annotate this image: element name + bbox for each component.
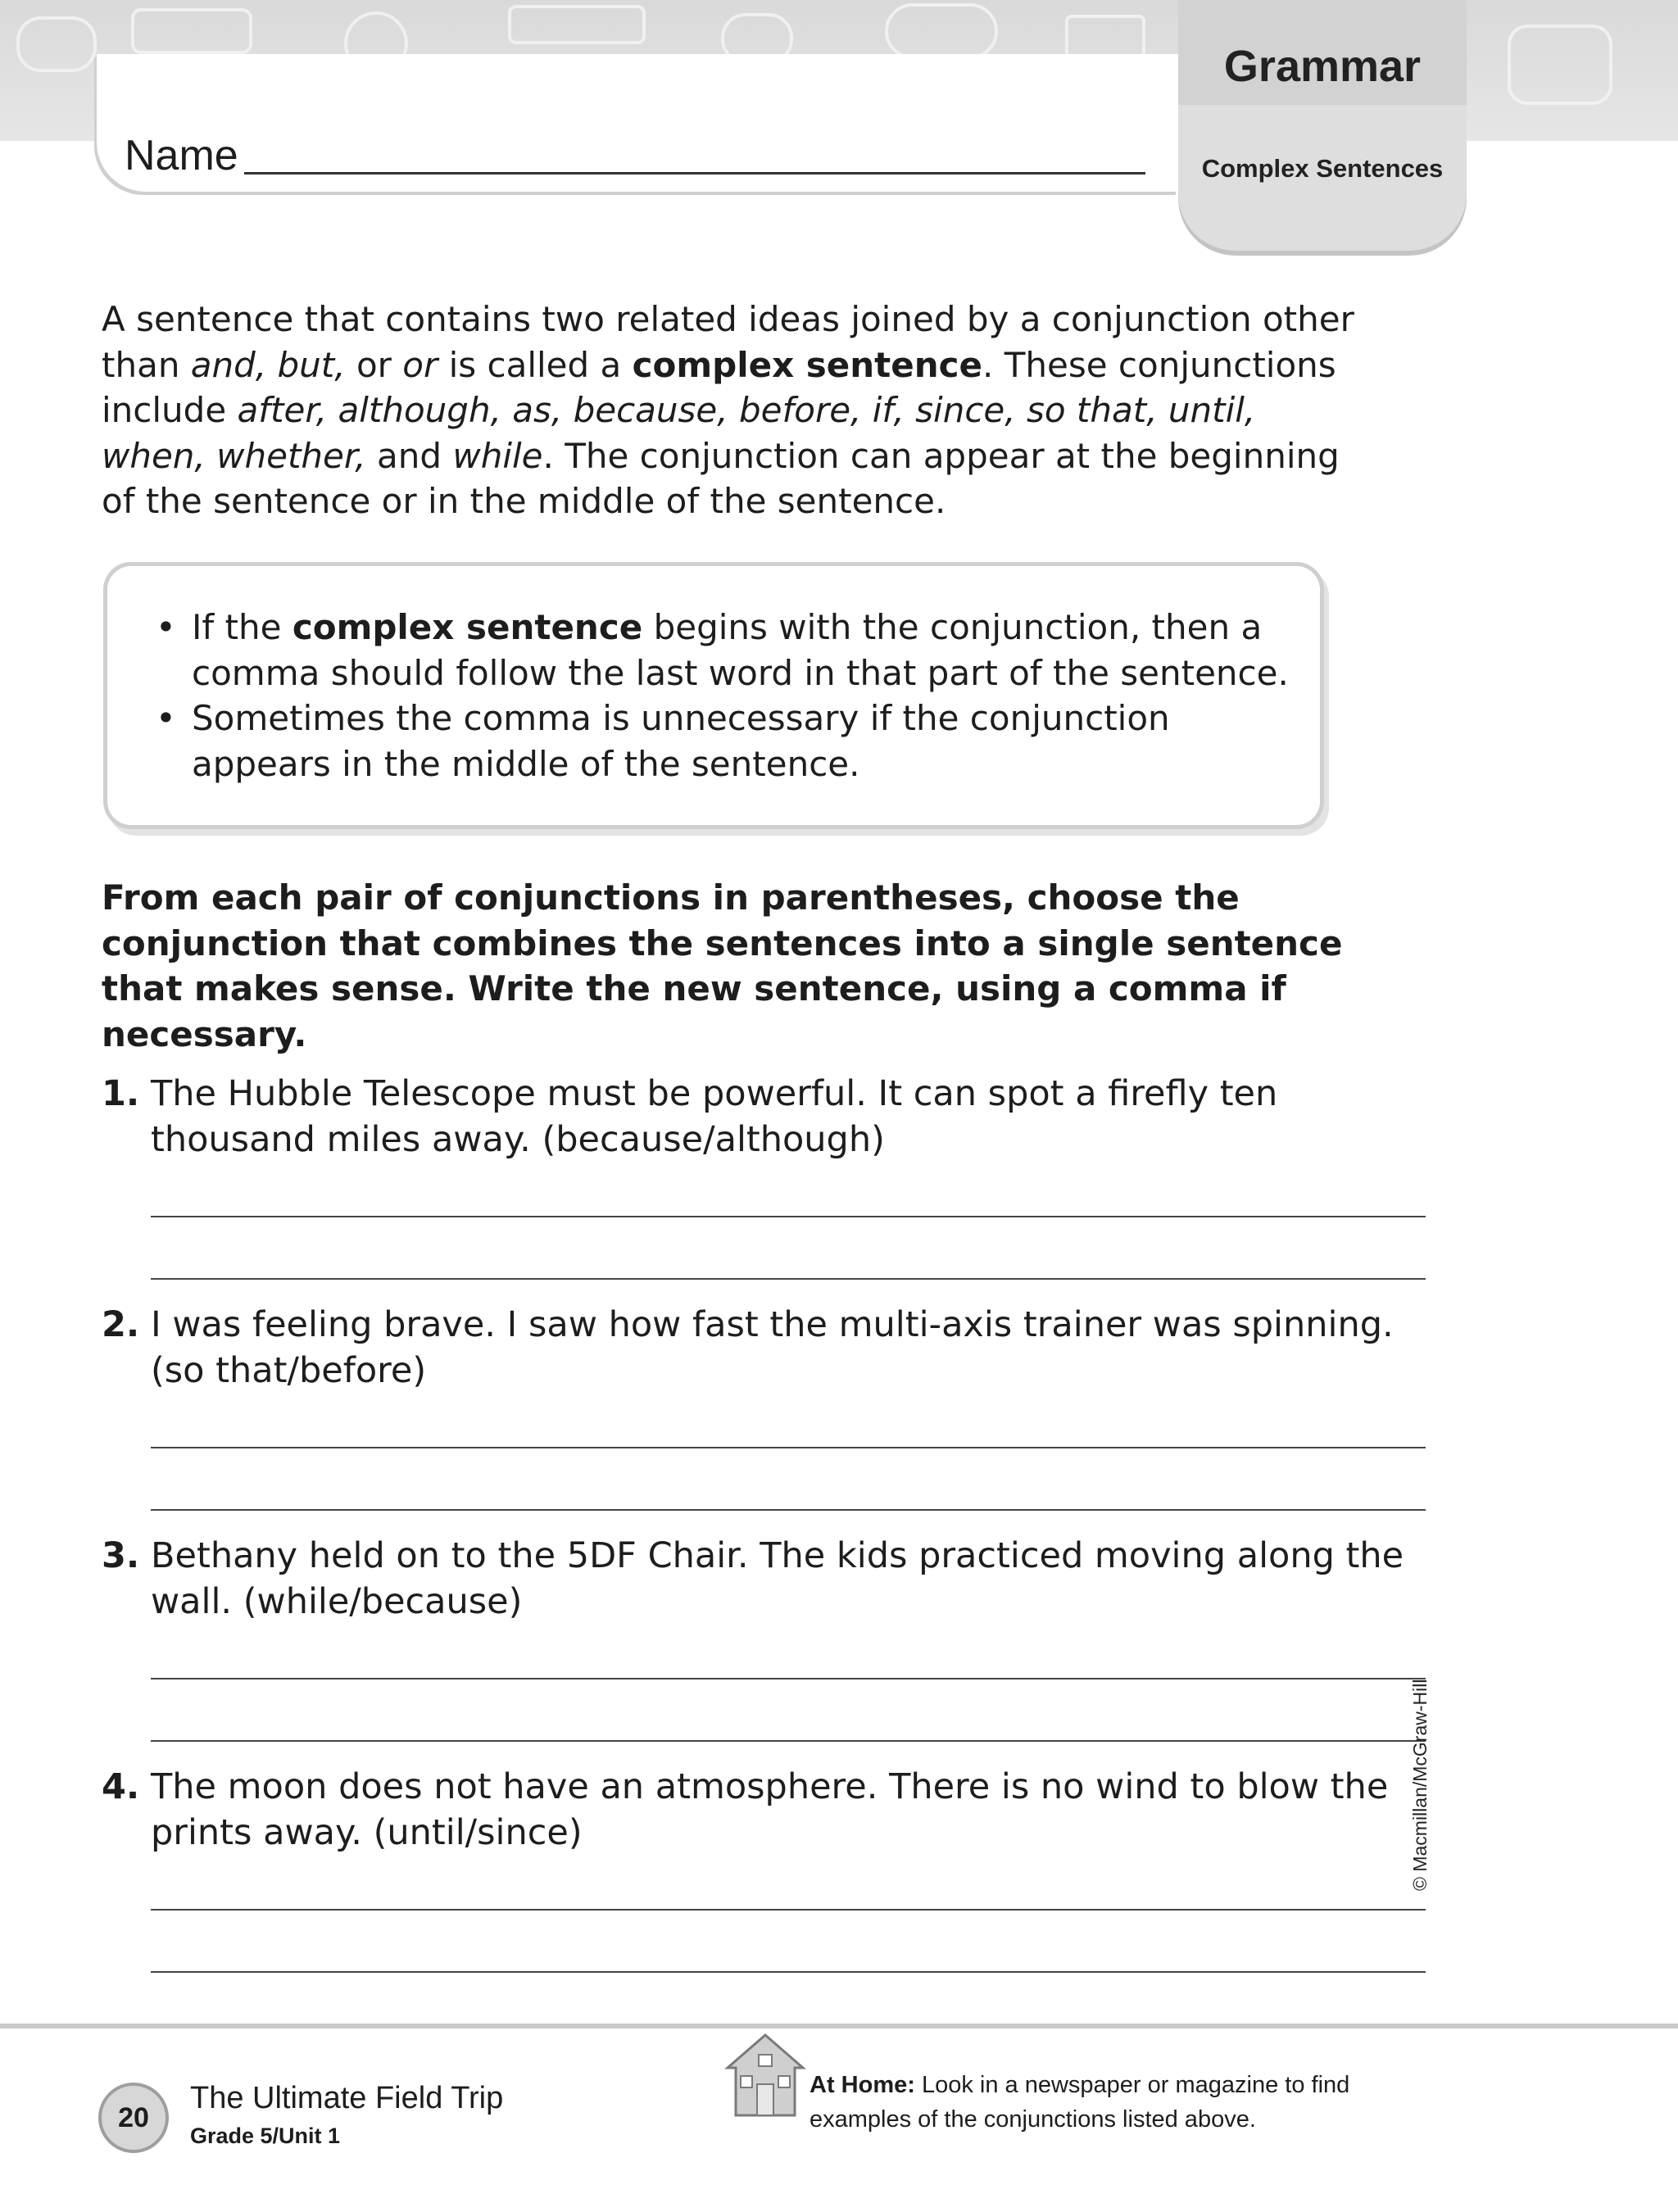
intro-text: is called a: [438, 344, 633, 385]
question-text: Bethany held on to the 5DF Chair. The kids practiced moving along the wall. (while/because): [151, 1535, 1404, 1622]
answer-line[interactable]: [151, 1678, 1426, 1679]
name-panel: [97, 54, 1178, 192]
intro-text: or: [345, 344, 403, 385]
question-text: The Hubble Telescope must be powerful. It can spot a firefly ten thousand miles away. (because/although): [151, 1073, 1278, 1160]
rule-text: Sometimes the comma is unnecessary if the conjunction appears in the middle of the sentence.: [192, 698, 1170, 784]
rule-item: [156, 605, 1295, 696]
rule-text: If the: [192, 607, 293, 647]
question-number: 2.: [102, 1304, 140, 1345]
question-text: The moon does not have an atmosphere. There is no wind to blow the prints away. (until/since): [151, 1766, 1389, 1853]
name-label: Name: [125, 132, 238, 179]
intro-text: and: [365, 435, 453, 476]
section-tab: [1178, 0, 1467, 251]
at-home-label: At Home:: [810, 2072, 915, 2098]
question-text: I was feeling brave. I saw how fast the multi-axis trainer was spinning. (so that/before): [151, 1304, 1394, 1391]
question-number: 3.: [102, 1535, 140, 1576]
rules-list: [156, 605, 1295, 786]
answer-line[interactable]: [151, 1278, 1426, 1280]
at-home-text: Look in a newspaper or magazine to find examples of the conjunctions listed above.: [810, 2072, 1350, 2133]
rule-term: complex sentence: [292, 607, 643, 647]
intro-last-conjunction: while: [452, 435, 543, 476]
intro-term: complex sentence: [632, 344, 983, 385]
house-icon: [724, 2030, 806, 2120]
directions: From each pair of conjunctions in parentheses, choose the conjunction that combines the sentences into a single sentence that makes sense. Write the new sentence, using a comma if necessary.: [102, 877, 1343, 1054]
page-number: 20: [98, 2083, 169, 2153]
intro-conjunctions: after, although, as, because, before, if, since, so that, until, when, whether,: [102, 390, 1256, 476]
answer-line[interactable]: [151, 1509, 1426, 1511]
question-item: [102, 1534, 1429, 1625]
answer-line[interactable]: [151, 1447, 1426, 1448]
section-subtitle: Complex Sentences: [1201, 154, 1444, 183]
footer-divider: [0, 2024, 1678, 2028]
intro-examples: and, but,: [190, 344, 346, 385]
section-title: Grammar: [1223, 42, 1422, 91]
intro-text: . The conjunction can appear at the beginning of the sentence or in the middle of the sentence.: [102, 435, 1340, 521]
answer-line[interactable]: [151, 1971, 1426, 1973]
intro-text: . These conjunctions include: [102, 344, 1336, 430]
answer-line[interactable]: [151, 1740, 1426, 1742]
intro-examples: or: [402, 344, 438, 385]
intro-paragraph: [102, 297, 1363, 524]
at-home-note: [810, 2068, 1399, 2137]
intro-text: A sentence that contains two related ideas joined by a conjunction other than: [102, 299, 1354, 385]
question-number: 1.: [102, 1073, 140, 1114]
question-item: [102, 1303, 1429, 1394]
question-number: 4.: [102, 1766, 140, 1807]
question-item: [102, 1765, 1429, 1856]
copyright-notice: © Macmillan/McGraw-Hill: [1409, 1679, 1431, 1891]
bullet-icon: •: [156, 607, 176, 647]
rule-item: [156, 696, 1295, 786]
footer-title: The Ultimate Field Trip: [190, 2081, 504, 2115]
rule-text: begins with the conjunction, then a comma should follow the last word in that part of the sentence.: [192, 607, 1289, 693]
name-line[interactable]: [244, 172, 1145, 175]
question-item: [102, 1072, 1429, 1163]
bullet-icon: •: [156, 698, 176, 738]
answer-line[interactable]: [151, 1216, 1426, 1217]
answer-line[interactable]: [151, 1909, 1426, 1911]
footer-grade: Grade 5/Unit 1: [190, 2124, 341, 2148]
